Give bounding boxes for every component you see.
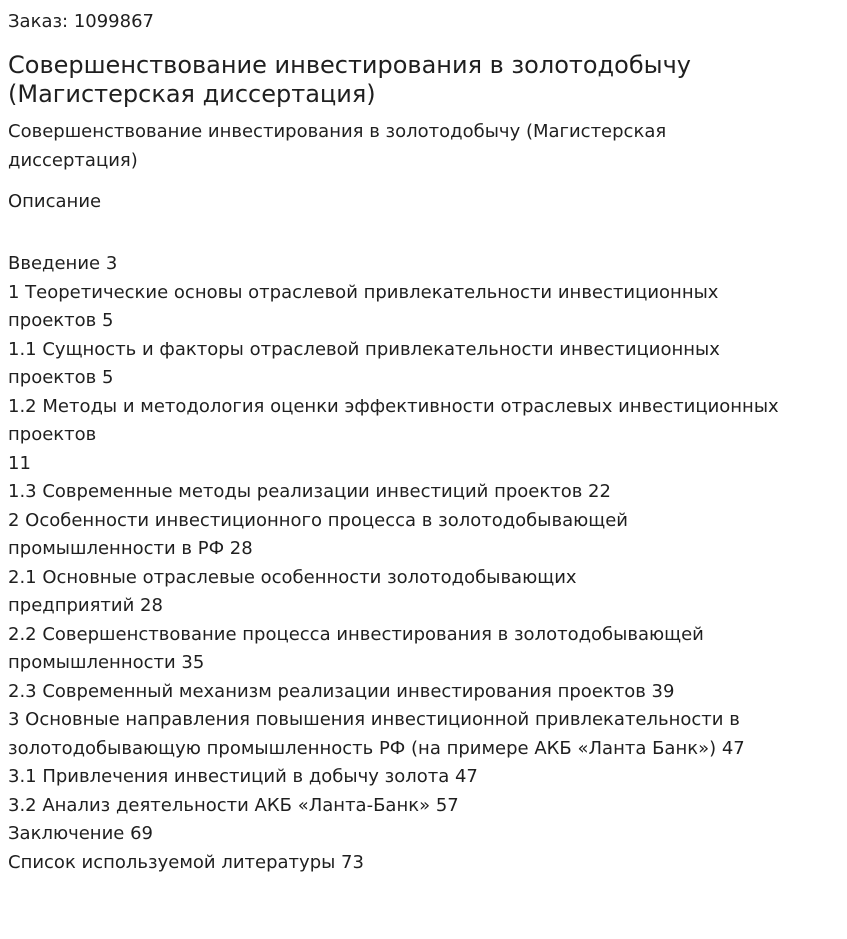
toc-entry <box>8 820 838 849</box>
order-number: Заказ: 1099867 <box>8 11 154 32</box>
toc-entry-line: золотодобывающую промышленность РФ (на примере АКБ «Ланта Банк») 47 <box>8 737 745 759</box>
toc-entry-line: предприятий 28 <box>8 595 163 616</box>
toc-entry-line: 2 Особенности инвестиционного процесса в золотодобывающей <box>8 509 629 531</box>
toc-entry-line: 3 Основные направления повышения инвестиционной привлекательности в <box>8 709 740 730</box>
toc-entry <box>8 279 838 336</box>
toc-entry <box>8 792 838 821</box>
toc-entry-line: 3.1 Привлечения инвестиций в добычу золота 47 <box>8 766 478 787</box>
toc-entry <box>8 849 838 878</box>
toc-entry-line: Введение 3 <box>8 253 118 274</box>
page-title: Совершенствование инвестирования в золотодобычу (Магистерская диссертация) <box>8 51 691 108</box>
toc-entry-line: 2.2 Совершенствование процесса инвестирования в золотодобывающей <box>8 623 704 645</box>
toc-entry-line: проектов <box>8 424 97 445</box>
toc-entry <box>8 621 838 678</box>
toc-entry-line: проектов 5 <box>8 367 114 388</box>
toc-entry <box>8 678 838 707</box>
toc-entry <box>8 336 838 393</box>
toc-entry-line: 1 Теоретические основы отраслевой привлекательности инвестиционных <box>8 281 719 303</box>
table-of-contents <box>8 250 838 877</box>
toc-entry-line: 3.2 Анализ деятельности АКБ «Ланта-Банк» 57 <box>8 794 459 816</box>
toc-entry-line: Список используемой литературы 73 <box>8 851 364 873</box>
toc-entry-line: 2.1 Основные отраслевые особенности золотодобывающих <box>8 566 577 588</box>
toc-entry-line: 1.1 Сущность и факторы отраслевой привлекательности инвестиционных <box>8 338 720 360</box>
toc-entry-line: проектов 5 <box>8 310 114 331</box>
toc-entry <box>8 763 838 792</box>
toc-entry <box>8 250 838 279</box>
toc-entry-line: промышленности 35 <box>8 652 205 673</box>
toc-entry <box>8 478 838 507</box>
toc-entry-line: Заключение 69 <box>8 823 153 844</box>
toc-entry <box>8 564 838 621</box>
page-subtitle: Совершенствование инвестирования в золотодобычу (Магистерская диссертация) <box>8 121 667 171</box>
toc-entry <box>8 706 838 763</box>
toc-entry-line: 1.2 Методы и методология оценки эффективности отраслевых инвестиционных <box>8 395 779 417</box>
toc-entry-line: 1.3 Современные методы реализации инвестиций проектов 22 <box>8 481 611 502</box>
toc-entry-line: 2.3 Современный механизм реализации инвестирования проектов 39 <box>8 680 675 702</box>
description-heading: Описание <box>8 191 102 212</box>
toc-entry <box>8 393 838 479</box>
toc-entry <box>8 507 838 564</box>
toc-entry-line: 11 <box>8 452 31 474</box>
toc-entry-line: промышленности в РФ 28 <box>8 538 253 559</box>
